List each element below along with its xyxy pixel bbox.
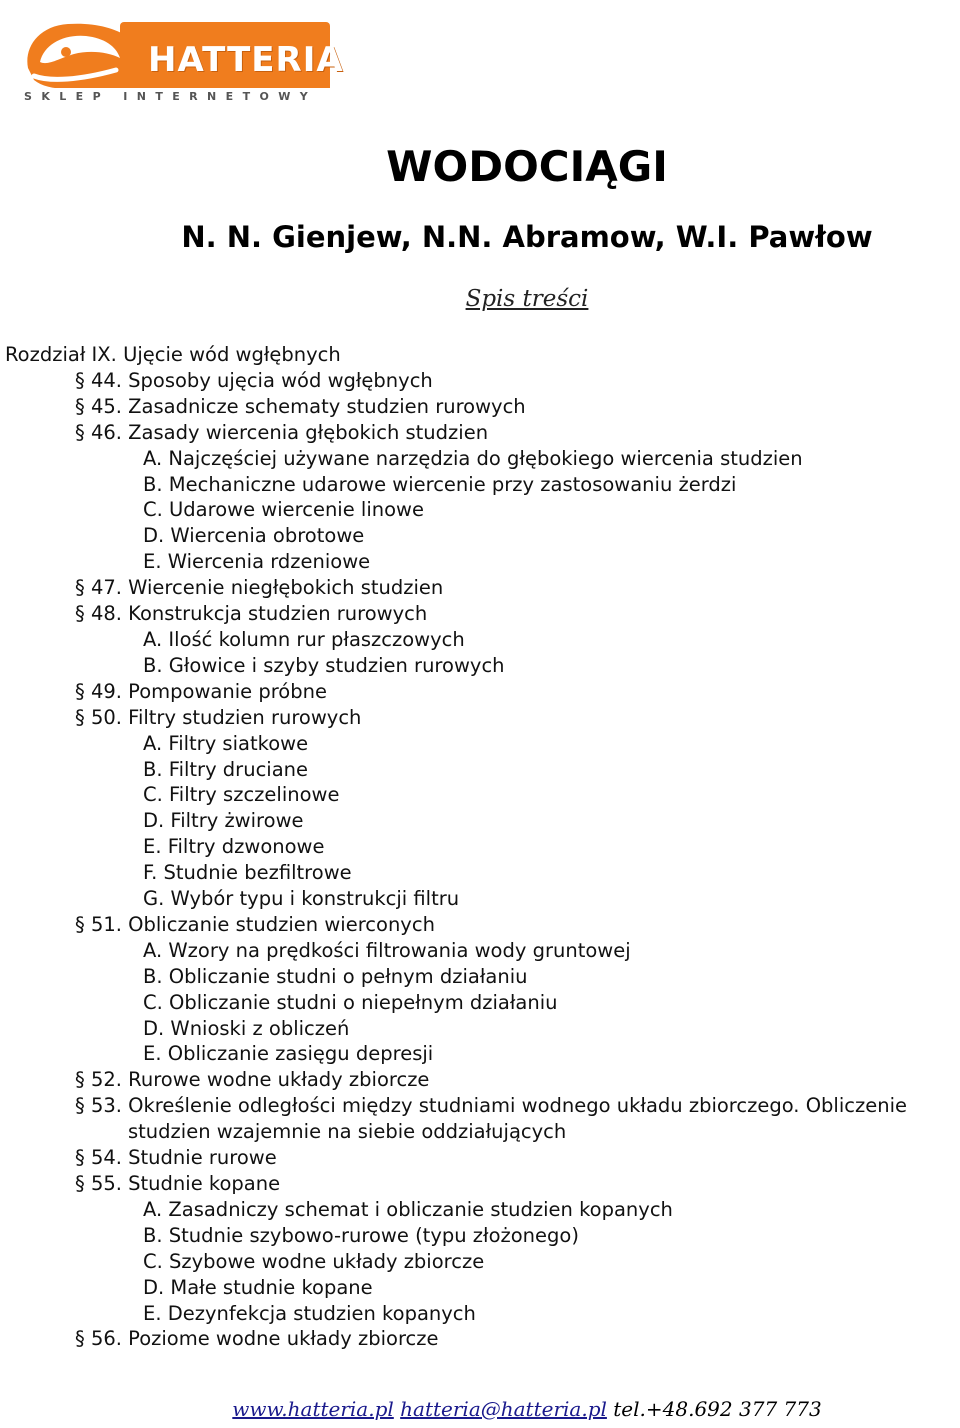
toc-heading: Spis treści [465, 286, 589, 312]
toc-subsection: C. Obliczanie studni o niepełnym działaniu [143, 990, 558, 1014]
toc-subsection: E. Wiercenia rdzeniowe [143, 550, 371, 574]
document-title: WODOCIĄGI [386, 142, 668, 191]
toc-subsection: C. Szybowe wodne układy zbiorcze [143, 1249, 485, 1273]
toc-section: § 54. Studnie rurowe [75, 1146, 277, 1170]
toc-subsection: B. Studnie szybowo-rurowe (typu złożonego) [143, 1223, 579, 1247]
logo-wordmark: HATTERIA [148, 40, 344, 80]
toc-subsection: B. Mechaniczne udarowe wiercenie przy zastosowaniu żerdzi [143, 472, 737, 496]
toc-subsection: A. Zasadniczy schemat i obliczanie studzien kopanych [143, 1197, 673, 1221]
toc-subsection: A. Filtry siatkowe [143, 731, 309, 755]
toc-subsection: D. Filtry żwirowe [143, 809, 304, 833]
toc-section: § 50. Filtry studzien rurowych [75, 705, 362, 729]
toc-subsection: D. Wnioski z obliczeń [143, 1016, 350, 1040]
toc-section: § 45. Zasadnicze schematy studzien rurowych [75, 394, 526, 418]
toc-chapter: Rozdział IX. Ujęcie wód wgłębnych [5, 343, 341, 366]
toc-section: § 53. Określenie odległości między studniami wodnego układu zbiorczego. Obliczenie studzien wzajemnie na siebie oddziałujących [75, 1094, 907, 1144]
website-link[interactable]: www.hatteria.pl [232, 1397, 394, 1421]
toc-section: § 46. Zasady wiercenia głębokich studzien [75, 420, 489, 444]
toc-subsection: A. Wzory na prędkości filtrowania wody gruntowej [143, 938, 631, 962]
toc-subsection: E. Dezynfekcja studzien kopanych [143, 1301, 476, 1325]
table-of-contents [5, 342, 960, 1352]
toc-subsection: B. Filtry druciane [143, 757, 309, 781]
toc-section: § 44. Sposoby ujęcia wód wgłębnych [75, 368, 433, 392]
toc-subsection: E. Filtry dzwonowe [143, 835, 325, 859]
logo-tagline: SKLEP INTERNETOWY [24, 88, 330, 103]
toc-subsection: B. Głowice i szyby studzien rurowych [143, 653, 505, 677]
toc-section: § 56. Poziome wodne układy zbiorcze [75, 1327, 439, 1351]
toc-subsection: A. Ilość kolumn rur płaszczowych [143, 627, 465, 651]
toc-section: § 51. Obliczanie studzien wierconych [75, 912, 435, 936]
toc-section: § 49. Pompowanie próbne [75, 679, 327, 703]
phone-number: tel.+48.692 377 773 [613, 1397, 822, 1421]
hatteria-logo [20, 18, 344, 106]
toc-subsection: B. Obliczanie studni o pełnym działaniu [143, 964, 528, 988]
toc-subsection: G. Wybór typu i konstrukcji filtru [143, 887, 460, 911]
toc-subsection: C. Udarowe wiercenie linowe [143, 498, 424, 522]
footer-contact [0, 1397, 960, 1421]
toc-subsection: D. Wiercenia obrotowe [143, 524, 365, 548]
document-authors: N. N. Gienjew, N.N. Abramow, W.I. Pawłow [181, 220, 873, 254]
toc-subsection: F. Studnie bezfiltrowe [143, 861, 352, 885]
toc-subsection: C. Filtry szczelinowe [143, 783, 340, 807]
toc-subsection: E. Obliczanie zasięgu depresji [143, 1042, 434, 1066]
toc-subsection: A. Najczęściej używane narzędzia do głębokiego wiercenia studzien [143, 446, 803, 470]
toc-section: § 52. Rurowe wodne układy zbiorcze [75, 1068, 430, 1092]
toc-section: § 47. Wiercenie niegłębokich studzien [75, 576, 444, 600]
toc-section: § 48. Konstrukcja studzien rurowych [75, 602, 428, 626]
email-link[interactable]: hatteria@hatteria.pl [400, 1397, 607, 1421]
toc-section: § 55. Studnie kopane [75, 1172, 281, 1195]
toc-subsection: D. Małe studnie kopane [143, 1275, 373, 1299]
